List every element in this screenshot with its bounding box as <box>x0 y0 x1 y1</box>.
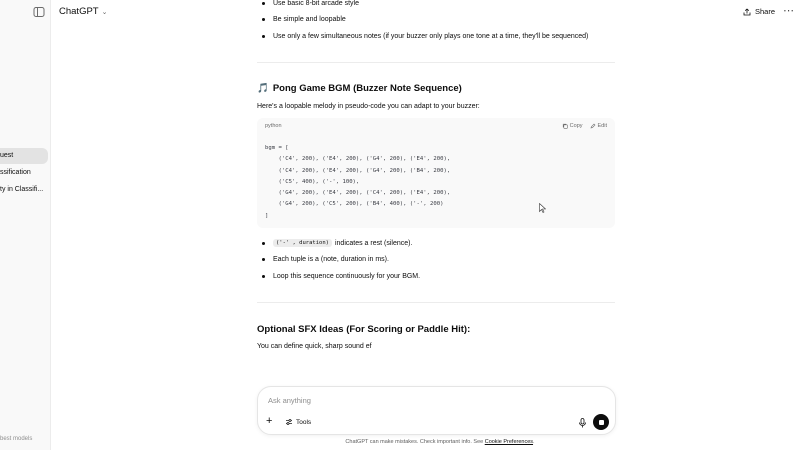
sidebar-footer-text[interactable]: best models <box>0 436 33 442</box>
disclaimer-footer <box>0 439 800 445</box>
section-heading-bgm <box>257 83 462 94</box>
edit-code-button[interactable] <box>590 123 607 129</box>
edit-pencil-icon <box>590 123 596 129</box>
list-item <box>257 33 588 40</box>
copy-label: Copy <box>569 123 583 129</box>
sidebar-toggle-icon[interactable] <box>33 6 45 18</box>
code-actions <box>562 123 607 129</box>
list-item <box>257 256 389 263</box>
more-options-icon[interactable]: ⋯ <box>783 5 793 17</box>
list-item-text: Loop this sequence continuously for your BGM. <box>273 273 421 280</box>
list-item-text: Be simple and loopable <box>273 16 346 23</box>
tools-button[interactable] <box>285 418 311 426</box>
code-line: ('G4', 200), ('C5', 200), ('B4', 400), ('-', 200) <box>265 201 444 208</box>
code-line: ('C5', 400), ('-', 100), <box>265 178 360 185</box>
code-line: ('C4', 200), ('E4', 200), ('G4', 200), ('B4', 200), <box>265 167 451 174</box>
music-note-icon: 🎵 <box>257 83 269 94</box>
share-icon <box>743 8 751 16</box>
sidebar-chat-item[interactable]: uest <box>0 148 48 164</box>
model-label: ChatGPT <box>59 6 99 17</box>
copy-icon <box>562 123 568 129</box>
share-button[interactable] <box>743 7 775 16</box>
code-line: ('G4', 200), ('E4', 200), ('C4', 200), ('E4', 200), <box>265 190 451 197</box>
sidebar-chat-item[interactable]: ty in Classifi... <box>0 186 44 193</box>
code-line: bgm = [ <box>265 145 289 151</box>
streaming-paragraph: You can define quick, sharp sound ef <box>257 343 372 350</box>
list-item <box>257 0 359 7</box>
code-line: ('C4', 200), ('E4', 200), ('G4', 200), ('E4', 200), <box>265 156 451 163</box>
inline-code: ('-' , duration) <box>273 239 332 247</box>
bullet-dot <box>262 18 265 21</box>
code-content <box>265 143 450 222</box>
stop-icon <box>599 420 604 425</box>
tools-sliders-icon <box>285 418 293 426</box>
top-header <box>51 0 800 26</box>
list-item-text: indicates a rest (silence). <box>334 239 413 247</box>
section-heading-sfx <box>257 324 470 335</box>
cookie-preferences-link[interactable]: Cookie Preferences <box>484 439 534 445</box>
stop-generating-button[interactable] <box>593 414 609 430</box>
heading-text: Optional SFX Ideas (For Scoring or Paddle Hit): <box>257 324 471 335</box>
tools-label: Tools <box>296 418 312 426</box>
model-selector[interactable] <box>59 6 107 17</box>
mouse-cursor-icon <box>539 203 546 213</box>
disclaimer-period: . <box>533 439 535 445</box>
message-composer <box>257 386 616 435</box>
list-item-text: Use only a few simultaneous notes (if your buzzer only plays one tone at a time, they'll be sequenced) <box>273 33 589 40</box>
sidebar-chat-item[interactable]: ssification <box>0 169 31 176</box>
bullet-dot <box>262 2 265 5</box>
divider <box>257 302 615 303</box>
share-label: Share <box>754 7 775 16</box>
chevron-down-icon: ⌄ <box>101 8 108 16</box>
edit-label: Edit <box>597 123 607 129</box>
microphone-icon[interactable] <box>578 418 587 428</box>
list-item <box>257 273 420 280</box>
intro-paragraph: Here's a loopable melody in pseudo-code you can adapt to your buzzer: <box>257 103 480 110</box>
bullet-dot <box>262 35 265 38</box>
list-item <box>257 16 346 23</box>
copy-code-button[interactable] <box>562 123 583 129</box>
plus-icon[interactable]: + <box>266 415 273 427</box>
code-language-label: python <box>265 123 282 129</box>
disclaimer-text: ChatGPT can make mistakes. Check important info. See <box>345 439 484 445</box>
sidebar <box>0 0 51 450</box>
list-item <box>257 239 412 247</box>
bullet-dot <box>262 275 265 278</box>
list-item-text: Use basic 8-bit arcade style <box>273 0 359 7</box>
bullet-dot <box>262 242 265 245</box>
list-item-text: Each tuple is a (note, duration in ms). <box>273 256 389 263</box>
prompt-input[interactable] <box>268 396 518 405</box>
code-line: ] <box>265 212 269 219</box>
bullet-dot <box>262 258 265 261</box>
divider <box>257 62 615 63</box>
code-block <box>257 118 615 228</box>
heading-text: Pong Game BGM (Buzzer Note Sequence) <box>272 83 462 94</box>
